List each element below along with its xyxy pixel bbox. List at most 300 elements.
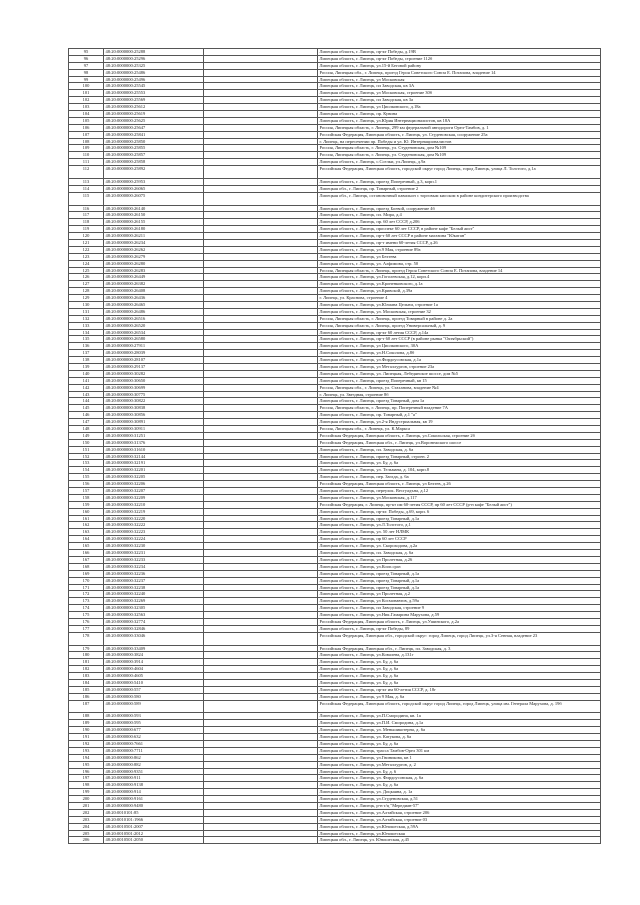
address-cell: Липецкая область, г. Липецк, ул. Меньшикотерна, д. 6а <box>318 727 601 734</box>
row-number-cell: 108 <box>69 138 104 145</box>
empty-cell <box>204 625 318 632</box>
table-row <box>69 488 601 495</box>
empty-cell <box>204 212 318 219</box>
cadastral-number-cell: 48:20:0000000:32563 <box>104 612 204 619</box>
empty-cell <box>204 419 318 426</box>
table-row <box>69 405 601 412</box>
empty-cell <box>204 467 318 474</box>
row-number-cell: 192 <box>69 741 104 748</box>
empty-cell <box>204 49 318 56</box>
table-row <box>69 577 601 584</box>
row-number-cell: 107 <box>69 131 104 138</box>
row-number-cell: 136 <box>69 343 104 350</box>
table-row <box>69 536 601 543</box>
empty-cell <box>204 370 318 377</box>
row-number-cell: 173 <box>69 598 104 605</box>
cadastral-number-cell: 48:20:0000000:3914 <box>104 659 204 666</box>
address-cell: Липецкая область, г. Липецк, ул. Скороходова, д.2а <box>318 543 601 550</box>
address-cell: Липецкая область, г. Липецк, ул Пролетная, д.2 <box>318 591 601 598</box>
table-row <box>69 131 601 138</box>
address-cell: Российская Федерация, Липецкая обл., г. Липецк, ул.Воронежского шоссе <box>318 439 601 446</box>
cadastral-number-cell: 48:20:0000000:26075 <box>104 192 204 205</box>
row-number-cell: 203 <box>69 816 104 823</box>
row-number-cell: 171 <box>69 584 104 591</box>
table-row <box>69 522 601 529</box>
row-number-cell: 102 <box>69 97 104 104</box>
empty-cell <box>204 412 318 419</box>
cadastral-number-cell: 48:20:0000000:30891 <box>104 419 204 426</box>
cadastral-number-cell: 48:20:0000000:25855 <box>104 145 204 152</box>
cadastral-number-cell: 48:20:0000000:30911 <box>104 426 204 433</box>
table-row <box>69 823 601 830</box>
empty-cell <box>204 618 318 625</box>
address-cell: Липецкая область, г. Липецк, пл Заводская, кв 3а <box>318 97 601 104</box>
table-row <box>69 584 601 591</box>
table-row <box>69 357 601 364</box>
row-number-cell: 103 <box>69 104 104 111</box>
row-number-cell: 133 <box>69 322 104 329</box>
row-number-cell: 145 <box>69 405 104 412</box>
empty-cell <box>204 659 318 666</box>
address-cell: Липецкая область, г. Липецк, проспект 60 лет СССР, в районе кафе "Белый аист" <box>318 226 601 233</box>
row-number-cell: 158 <box>69 494 104 501</box>
empty-cell <box>204 159 318 166</box>
empty-cell <box>204 145 318 152</box>
empty-cell <box>204 69 318 76</box>
row-number-cell: 137 <box>69 350 104 357</box>
table-row <box>69 775 601 782</box>
row-number-cell: 179 <box>69 645 104 652</box>
row-number-cell: 95 <box>69 49 104 56</box>
empty-cell <box>204 789 318 796</box>
empty-cell <box>204 343 318 350</box>
row-number-cell: 152 <box>69 453 104 460</box>
table-row <box>69 741 601 748</box>
cadastral-number-cell: 48:20:0000000:862 <box>104 754 204 761</box>
table-row <box>69 138 601 145</box>
table-row <box>69 398 601 405</box>
cadastral-number-cell: 48:20:0000000:593 <box>104 713 204 720</box>
cadastral-number-cell: 48:20:0000000:26520 <box>104 322 204 329</box>
empty-cell <box>204 612 318 619</box>
table-row <box>69 727 601 734</box>
cadastral-number-cell: 48:20:0000000:32846 <box>104 625 204 632</box>
cadastral-number-cell: 48:20:0000000:25857 <box>104 152 204 159</box>
address-cell: Россия, Липецкая обл., г. Липецк, ул. Стаханова, владение №4 <box>318 384 601 391</box>
empty-cell <box>204 439 318 446</box>
cadastral-number-cell: 48:20:0000000:25288 <box>104 49 204 56</box>
empty-cell <box>204 295 318 302</box>
row-number-cell: 188 <box>69 713 104 720</box>
address-cell: Липецкая область, г. Липецк, ул Циолковского, 30А <box>318 343 601 350</box>
table-row <box>69 789 601 796</box>
empty-cell <box>204 260 318 267</box>
empty-cell <box>204 364 318 371</box>
cadastral-number-cell: 48:20:0000000:25953 <box>104 178 204 185</box>
empty-cell <box>204 720 318 727</box>
table-row <box>69 104 601 111</box>
table-row <box>69 563 601 570</box>
cadastral-number-cell: 48:20:0000000:25619 <box>104 111 204 118</box>
cadastral-number-cell: 48:20:0000000:882 <box>104 761 204 768</box>
cadastral-number-cell: 48:20:0000000:26436 <box>104 295 204 302</box>
empty-cell <box>204 138 318 145</box>
cadastral-number-cell: 48:20:0000000:25850 <box>104 138 204 145</box>
row-number-cell: 176 <box>69 618 104 625</box>
address-cell: Липецкая область, г. Липецк, ул Московская <box>318 76 601 83</box>
table-row <box>69 460 601 467</box>
empty-cell <box>204 734 318 741</box>
cadastral-number-cell: 48:20:0000000:32269 <box>104 598 204 605</box>
row-number-cell: 116 <box>69 205 104 212</box>
cadastral-number-cell: 48:20:0000000:9351 <box>104 768 204 775</box>
empty-cell <box>204 591 318 598</box>
empty-cell <box>204 124 318 131</box>
table-row <box>69 117 601 124</box>
table-row <box>69 453 601 460</box>
row-number-cell: 163 <box>69 529 104 536</box>
cadastral-number-cell: 48:20:0000000:914 <box>104 789 204 796</box>
cadastral-number-cell: 48:20:0000000:32223 <box>104 529 204 536</box>
empty-cell <box>204 274 318 281</box>
address-cell: Липецкая область, г. Липецк, ул.Юлиана Цельни, строение 1а <box>318 301 601 308</box>
row-number-cell: 128 <box>69 288 104 295</box>
address-cell: Липецкая область, г. Липецк, ул.Юрия Интернационалистов, кв 18А <box>318 117 601 124</box>
address-cell: Липецкая область, г. Липецк, трасса Тамбов-Орел 301 км <box>318 747 601 754</box>
empty-cell <box>204 536 318 543</box>
table-row <box>69 809 601 816</box>
table-row <box>69 796 601 803</box>
empty-cell <box>204 679 318 686</box>
table-row <box>69 62 601 69</box>
address-cell: Липецкая область, г. Липецк, ул. Тельмана, д. 104, корп.8 <box>318 467 601 474</box>
empty-cell <box>204 474 318 481</box>
cadastral-number-cell: 48:20:0000000:25496 <box>104 76 204 83</box>
empty-cell <box>204 823 318 830</box>
cadastral-number-cell: 48:20:0000000:25647 <box>104 124 204 131</box>
row-number-cell: 183 <box>69 673 104 680</box>
address-cell: Липецкая область, г. Липецк, пр-кт Победы, 89 <box>318 625 601 632</box>
table-row <box>69 419 601 426</box>
table-row <box>69 274 601 281</box>
row-number-cell: 180 <box>69 652 104 659</box>
table-row <box>69 384 601 391</box>
table-row <box>69 370 601 377</box>
table-row <box>69 377 601 384</box>
cadastral-number-cell: 48:20:0000000:25892 <box>104 166 204 179</box>
cadastral-number-cell: 48:20:0000000:7661 <box>104 741 204 748</box>
address-cell: Липецкая область, г. Липецк, ул.Юношеская, д.59А <box>318 823 601 830</box>
row-number-cell: 168 <box>69 563 104 570</box>
table-row <box>69 747 601 754</box>
cadastral-number-cell: 48:20:0000000:3824 <box>104 652 204 659</box>
empty-cell <box>204 481 318 488</box>
cadastral-number-cell: 48:20:0000000:30838 <box>104 405 204 412</box>
cadastral-number-cell: 48:20:0000000:32144 <box>104 453 204 460</box>
table-row <box>69 591 601 598</box>
table-row <box>69 550 601 557</box>
row-number-cell: 146 <box>69 412 104 419</box>
row-number-cell: 184 <box>69 679 104 686</box>
address-cell: Липецкая область, г. Липецк, ул Московская, строение 30б <box>318 90 601 97</box>
empty-cell <box>204 754 318 761</box>
table-row <box>69 205 601 212</box>
cadastral-number-cell: 48:20:0000000:26283 <box>104 267 204 274</box>
address-cell: Липецкая область, г. Липецк, ул. Бу, д. 6а <box>318 460 601 467</box>
table-row <box>69 329 601 336</box>
table-row <box>69 145 601 152</box>
cadastral-number-cell: 48:20:0000000:27911 <box>104 343 204 350</box>
empty-cell <box>204 152 318 159</box>
cadastral-number-cell: 48:20:0000000:28107 <box>104 357 204 364</box>
row-number-cell: 125 <box>69 267 104 274</box>
cadastral-number-cell: 48:20:0000000:32230 <box>104 543 204 550</box>
address-cell: Липецкая область, г. Липецк, пр-кт 60 летия СССР, д.14а <box>318 329 601 336</box>
address-cell: Липецкая область, г. Липецк, ул.Алтайская, строение 03 <box>318 816 601 823</box>
cadastral-number-cell: 48:20:0000000:26279 <box>104 253 204 260</box>
cadastral-number-cell: 48:20:0000000:9161 <box>104 796 204 803</box>
table-row <box>69 816 601 823</box>
row-number-cell: 130 <box>69 301 104 308</box>
row-number-cell: 112 <box>69 166 104 179</box>
empty-cell <box>204 803 318 810</box>
cadastral-number-cell: 48:20:0000000:26449 <box>104 274 204 281</box>
address-cell: Липецкая область, г. Липецк, проезд Товарный, дом 1а <box>318 398 601 405</box>
empty-cell <box>204 253 318 260</box>
empty-cell <box>204 686 318 693</box>
row-number-cell: 147 <box>69 419 104 426</box>
address-cell: Липецкая область, г. Липецк, пр-т 60 лет СССР (в районе рынка "Октябрьский") <box>318 336 601 343</box>
address-cell: Липецкая область, г. Липецк, пр-кт Победы, д.19В <box>318 49 601 56</box>
table-row <box>69 529 601 536</box>
table-row <box>69 761 601 768</box>
register-table-body <box>69 49 601 844</box>
table-row <box>69 501 601 508</box>
address-cell: Российская Федерация, Липецкая область, г. Липецк, ул.Ушинского, д.2а <box>318 618 601 625</box>
address-cell: Липецкая область, г. Липецк, ул Пролетная, д.26 <box>318 556 601 563</box>
address-cell: Липецкая область, г. Липецк, проезд Поперечный, кв 15 <box>318 377 601 384</box>
row-number-cell: 193 <box>69 747 104 754</box>
row-number-cell: 198 <box>69 782 104 789</box>
cadastral-number-cell: 48:20:0000000:25625 <box>104 117 204 124</box>
cadastral-number-cell: 48:20:0000000:26140 <box>104 205 204 212</box>
row-number-cell: 156 <box>69 481 104 488</box>
row-number-cell: 132 <box>69 315 104 322</box>
cadastral-number-cell: 48:20:0010501:2050 <box>104 837 204 844</box>
row-number-cell: 200 <box>69 796 104 803</box>
address-cell: Липецкая область, г. Липецк, пр 60 лет СССР <box>318 536 601 543</box>
address-cell: Липецкая область, г. Липецк, проезд Товарный, д.1а <box>318 570 601 577</box>
row-number-cell: 178 <box>69 632 104 645</box>
row-number-cell: 117 <box>69 212 104 219</box>
empty-cell <box>204 90 318 97</box>
row-number-cell: 190 <box>69 727 104 734</box>
table-row <box>69 515 601 522</box>
table-row <box>69 97 601 104</box>
cadastral-number-cell: 48:20:0000000:30822 <box>104 398 204 405</box>
cadastral-number-cell: 48:20:0000000:32219 <box>104 508 204 515</box>
table-row <box>69 837 601 844</box>
empty-cell <box>204 577 318 584</box>
cadastral-number-cell: 48:20:0000000:32191 <box>104 460 204 467</box>
table-row <box>69 432 601 439</box>
empty-cell <box>204 727 318 734</box>
address-cell: Липецкая область, г. Липецк, ул. Доцкаяна, д. 1а <box>318 789 601 796</box>
table-row <box>69 281 601 288</box>
address-cell: Липецкая область, г. Липецк, ул.Кооп.сраз <box>318 563 601 570</box>
address-cell: Липецкая область, г. Липецк, ул.Л.Толстого, д.1 <box>318 522 601 529</box>
empty-cell <box>204 219 318 226</box>
address-cell: Российская Федерация, Липецкая обл., городской округ: город Липецк, город Липецк, ул.3-я Сенная, владение 23 <box>318 632 601 645</box>
table-row <box>69 713 601 720</box>
empty-cell <box>204 357 318 364</box>
row-number-cell: 141 <box>69 377 104 384</box>
table-row <box>69 679 601 686</box>
empty-cell <box>204 488 318 495</box>
cadastral-number-cell: 48:20:0000000:26516 <box>104 315 204 322</box>
cadastral-number-cell: 48:20:0000000:32774 <box>104 618 204 625</box>
cadastral-number-cell: 48:20:0000000:29137 <box>104 364 204 371</box>
table-row <box>69 322 601 329</box>
table-row <box>69 192 601 205</box>
address-cell: Липецкая область, г. Липецк, ул. Алфимова, стр. 50 <box>318 260 601 267</box>
row-number-cell: 127 <box>69 281 104 288</box>
address-cell: Липецкая область, г. Липецк, ул Циолковского, д.18а <box>318 104 601 111</box>
address-cell: Липецкая область, г. Липецк, ул. Бу, д. 6а <box>318 673 601 680</box>
table-row <box>69 308 601 315</box>
address-cell: Липецкая область, г. Липецк, ул. Бу, д. 6а <box>318 666 601 673</box>
empty-cell <box>204 55 318 62</box>
cadastral-number-cell: 48:20:0000000:26262 <box>104 246 204 253</box>
empty-cell <box>204 426 318 433</box>
address-cell: г. Липецк, ул. Краснова, строение 4 <box>318 295 601 302</box>
address-cell: Липецкая область, г. Липецк, ул.Алтайская, строение 206 <box>318 809 601 816</box>
row-number-cell: 139 <box>69 364 104 371</box>
cadastral-number-cell: 48:20:0000000:25545 <box>104 83 204 90</box>
address-cell: Липецкая область, г. Липецк, ул.9 Мая, строение 89а <box>318 246 601 253</box>
empty-cell <box>204 391 318 398</box>
cadastral-number-cell: 48:20:0000000:25612 <box>104 104 204 111</box>
cadastral-number-cell: 48:20:0000000:30856 <box>104 412 204 419</box>
cadastral-number-cell: 48:20:0000000:30775 <box>104 391 204 398</box>
address-cell: Липецкая область, г. Липецк, ул Металлургов, строение 23а <box>318 364 601 371</box>
address-cell: Липецкая область, г. Липецк, ул. Бу, д. 6а <box>318 659 601 666</box>
address-cell: Липецкая область, г. Липецк, ул.15-й Беговой району <box>318 62 601 69</box>
table-row <box>69 185 601 192</box>
address-cell: Липецкая область, г. Липецк, пл Заводская, строение 9 <box>318 605 601 612</box>
table-row <box>69 734 601 741</box>
address-cell: Липецкая область, г. Липецк, пл. Заводская, д. 6а <box>318 550 601 557</box>
empty-cell <box>204 166 318 179</box>
table-row <box>69 90 601 97</box>
cadastral-number-cell: 48:20:0000000:25325 <box>104 62 204 69</box>
row-number-cell: 101 <box>69 90 104 97</box>
address-cell: Липецкая область, г. Липецк, ул.Фирдоусовская, д.1а <box>318 357 601 364</box>
empty-cell <box>204 693 318 700</box>
empty-cell <box>204 700 318 713</box>
cadastral-number-cell: 48:20:0000000:26180 <box>104 226 204 233</box>
empty-cell <box>204 768 318 775</box>
row-number-cell: 150 <box>69 439 104 446</box>
empty-cell <box>204 632 318 645</box>
address-cell: Липецкая область, г. Липецк, проезд Боевой, сооружение 4б <box>318 205 601 212</box>
empty-cell <box>204 336 318 343</box>
row-number-cell: 134 <box>69 329 104 336</box>
empty-cell <box>204 76 318 83</box>
row-number-cell: 118 <box>69 219 104 226</box>
address-cell: Россия, Липецкая область, г. Липецк, пр. Поперечный владение 7А <box>318 405 601 412</box>
address-cell: Липецкая область, г. Липецк, ул.Юношеская <box>318 830 601 837</box>
table-row <box>69 556 601 563</box>
empty-cell <box>204 809 318 816</box>
address-cell: Липецкая область, г. Липецк, пл. Заводская, д. 6а <box>318 446 601 453</box>
address-cell: Липецкая область, г. Липецк, ул. Липецкая, Лебедянское шоссе, дом №5 <box>318 370 601 377</box>
table-row <box>69 570 601 577</box>
row-number-cell: 205 <box>69 830 104 837</box>
cadastral-number-cell: 48:20:0000000:26408 <box>104 288 204 295</box>
cadastral-number-cell: 48:20:0000000:26211 <box>104 233 204 240</box>
table-row <box>69 219 601 226</box>
empty-cell <box>204 775 318 782</box>
row-number-cell: 98 <box>69 69 104 76</box>
address-cell: Липецкая область, г. Липецк, пр-т имени 60-летия СССР, д.26 <box>318 239 601 246</box>
empty-cell <box>204 584 318 591</box>
table-row <box>69 364 601 371</box>
row-number-cell: 148 <box>69 426 104 433</box>
row-number-cell: 138 <box>69 357 104 364</box>
table-row <box>69 246 601 253</box>
table-row <box>69 612 601 619</box>
table-row <box>69 618 601 625</box>
cadastral-number-cell: 48:20:0000000:26382 <box>104 281 204 288</box>
empty-cell <box>204 673 318 680</box>
row-number-cell: 186 <box>69 693 104 700</box>
row-number-cell: 206 <box>69 837 104 844</box>
address-cell: Липецкая область, г. Липецк, ул.П.И. Смородина, д.1а <box>318 720 601 727</box>
address-cell: Липецкая область, г. Липецк, ул. Бу, д. 6а <box>318 679 601 686</box>
address-cell: Липецкая область, г. Липецк, ул.Студеновская, д.51 <box>318 796 601 803</box>
table-row <box>69 295 601 302</box>
empty-cell <box>204 713 318 720</box>
empty-cell <box>204 556 318 563</box>
empty-cell <box>204 747 318 754</box>
address-cell: Российская Федерация, Липецкая область, городской округ город Липецк, город Липецк, улица Л. Толстого, д.1а <box>318 166 601 179</box>
row-number-cell: 129 <box>69 295 104 302</box>
empty-cell <box>204 97 318 104</box>
address-cell: Липецкая область, г. Липецк, ул.2-я Индустриальная, кв 19 <box>318 419 601 426</box>
row-number-cell: 153 <box>69 460 104 467</box>
row-number-cell: 97 <box>69 62 104 69</box>
empty-cell <box>204 111 318 118</box>
row-number-cell: 144 <box>69 398 104 405</box>
row-number-cell: 123 <box>69 253 104 260</box>
address-cell: Липецкая область, г. Липецк, ул Космонавтов, д.59а <box>318 598 601 605</box>
row-number-cell: 110 <box>69 152 104 159</box>
table-row <box>69 426 601 433</box>
row-number-cell: 164 <box>69 536 104 543</box>
cadastral-number-cell: 48:20:0000000:25858 <box>104 159 204 166</box>
address-cell: Россия, Липецкая обл., г. Липецк, проезд Героя Советского Союза Е. Потапова, владение 14 <box>318 69 601 76</box>
row-number-cell: 170 <box>69 577 104 584</box>
cadastral-number-cell: 48:20:0000000:32240 <box>104 591 204 598</box>
table-row <box>69 659 601 666</box>
row-number-cell: 105 <box>69 117 104 124</box>
empty-cell <box>204 550 318 557</box>
table-row <box>69 178 601 185</box>
cadastral-number-cell: 48:20:0000000:677 <box>104 727 204 734</box>
empty-cell <box>204 377 318 384</box>
empty-cell <box>204 741 318 748</box>
